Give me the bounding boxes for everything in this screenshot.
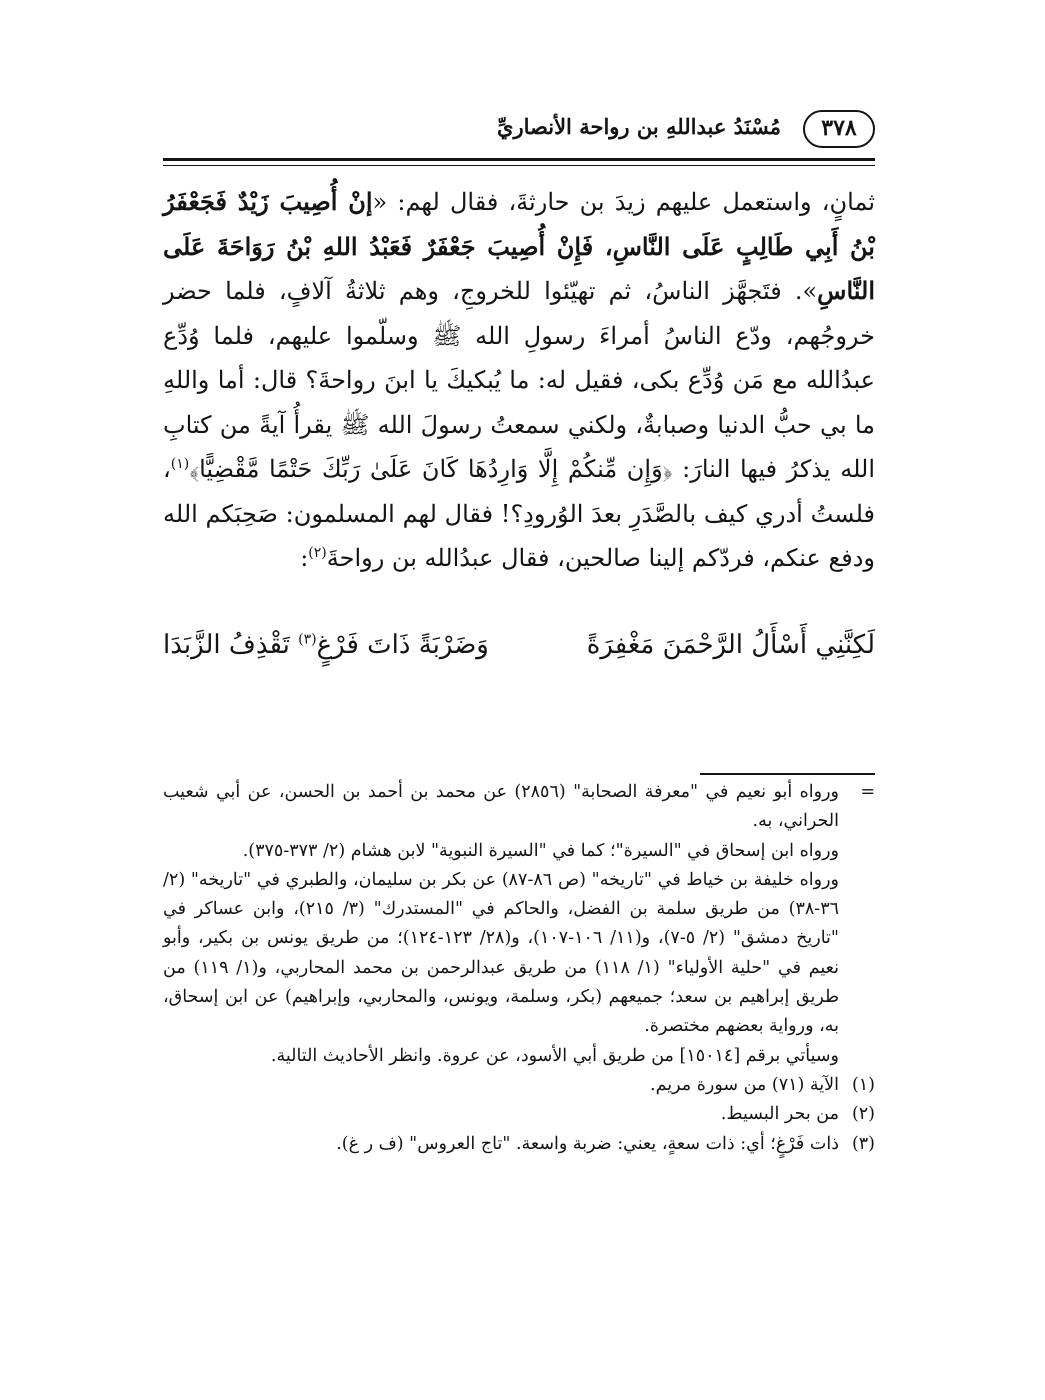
footnote-continuation	[163, 778, 875, 837]
page-header	[163, 100, 875, 156]
text-intro: ثمانٍ، واستعمل عليهم زيدَ بن حارثةَ، فقال لهم: «	[372, 188, 875, 216]
page-number: ٣٧٨	[803, 110, 875, 148]
hadith-quote: إنْ أُصِيبَ زَيْدٌ فَجَعْفَرُ بْنُ أَبِي طَالِبٍ عَلَى النَّاسِ، فَإِنْ أُصِيبَ جَعْفَرٌ فَعَبْدُ اللهِ بْنُ رَوَاحَةَ عَلَى النَّاسِ	[163, 187, 875, 305]
footnote-text: ورواه ابن إسحاق في "السيرة"؛ كما في "السيرة النبوية" لابن هشام (٢/ ٣٧٣-٣٧٥).	[242, 840, 839, 861]
footnotes	[163, 778, 875, 1159]
footnote-continuation	[163, 837, 875, 866]
poetry-verse	[163, 620, 875, 670]
verse-hemistich-2-part-b: تَقْذِفُ الزَّبَدَا	[163, 630, 299, 660]
running-title: مُسْنَدُ عبداللهِ بن رواحة الأنصاريِّ	[497, 114, 781, 139]
footnote-ref-2[interactable]: (٢)	[308, 545, 327, 561]
continuation-marker: =	[860, 782, 875, 802]
header-rule-thin	[163, 165, 875, 166]
footnote-1	[163, 1071, 875, 1100]
footnote-3	[163, 1130, 875, 1159]
footnote-2	[163, 1100, 875, 1129]
footnote-marker-2: (٢)	[851, 1104, 875, 1125]
main-text	[163, 180, 875, 581]
text-continuation: ، فلستُ أدري كيف بالصَّدَرِ بعدَ الوُرودِ؟! فقال لهم المسلمون: صَحِبَكم الله ودفع عنكم، فردّكم إلينا صالحين، فقال عبدُالله بن رواحةَ	[163, 455, 875, 572]
footnote-continuation	[163, 866, 875, 1042]
footnote-continuation	[163, 1042, 875, 1071]
footnote-text: من بحر البسيط.	[720, 1104, 839, 1125]
footnote-text: الآية (٧١) من سورة مريم.	[650, 1074, 839, 1095]
footnote-ref-1[interactable]: (١)	[170, 456, 190, 472]
footnote-text: ورواه خليفة بن خياط في "تاريخه" (ص ٨٦-٨٧) عن بكر بن سليمان، والطبري في "تاريخه" (٢/ ٣٦-٣٨) من طريق سلمة بن الفضل، والحاكم في "المستدرك" (٣/ ٢١٥)، وابن عساكر في "تاريخ دمشق" (٢/ ٥-٧)، و(١١/ ١٠٦-١٠٧)، و(٢٨/ ١٢٣-١٢٤)؛ من طريق يونس بن بكير، وأبو نعيم في "حلية الأولياء" (١/ ١١٨) من طريق عبدالرحمن بن محمد المحاربي، و(١/ ١١٩) من طريق إبراهيم بن سعد؛ جميعهم (بكر، وسلمة، ويونس، والمحاربي، وإبراهيم) عن ابن إسحاق، به، ورواية بعضهم مختصرة.	[163, 869, 839, 1037]
verse-hemistich-1: لَكِنَّنِي أَسْأَلُ الرَّحْمَنَ مَغْفِرَةً	[586, 630, 875, 660]
header-rule-thick	[163, 158, 875, 161]
footnote-marker-3: (٣)	[851, 1133, 875, 1154]
footnote-marker-1: (١)	[851, 1074, 875, 1095]
verse-hemistich-2	[163, 620, 489, 670]
footnote-text: ذات فَرْغٍ؛ أي: ذات سعةٍ، يعني: ضربة واسعة. "تاج العروس" (ف ر غ).	[336, 1133, 839, 1154]
verse-hemistich-2-part-a: وَضَرْبَةً ذَاتَ فَرْغٍ	[316, 630, 489, 660]
book-page	[163, 100, 875, 1350]
main-paragraph	[163, 180, 875, 581]
footnote-separator	[700, 773, 875, 775]
footnote-text: وسيأتي برقم [١٥٠١٤] من طريق أبي الأسود، عن عروة. وانظر الأحاديث التالية.	[270, 1045, 839, 1066]
text-end: :	[300, 544, 309, 572]
footnote-text: ورواه أبو نعيم في "معرفة الصحابة" (٢٨٥٦) عن محمد بن أحمد بن الحسن، عن أبي شعيب الحراني، به.	[163, 782, 839, 832]
footnote-ref-3[interactable]: (٣)	[298, 631, 317, 648]
text-narration: ». فتَجهَّز الناسُ، ثم تهيّئوا للخروجِ، وهم ثلاثةُ آلافٍ، فلما حضر خروجُهم، ودّع الناسُ أمراءَ رسولِ الله ﷺ وسلّموا عليهم، فلما وُدِّع عبدُالله مع مَن وُدِّع بكى، فقيل له: ما يُبكيكَ يا ابنَ رواحةَ؟ قال: أما واللهِ ما بي حبُّ الدنيا وصبابةٌ، ولكني سمعتُ رسولَ الله ﷺ يقرأُ آيةً من كتابِ الله يذكرُ فيها النارَ: ﴿وَإِن مِّنكُمْ إِلَّا وَارِدُهَا كَانَ عَلَىٰ رَبِّكَ حَتْمًا مَّقْضِيًّا﴾	[163, 277, 876, 483]
